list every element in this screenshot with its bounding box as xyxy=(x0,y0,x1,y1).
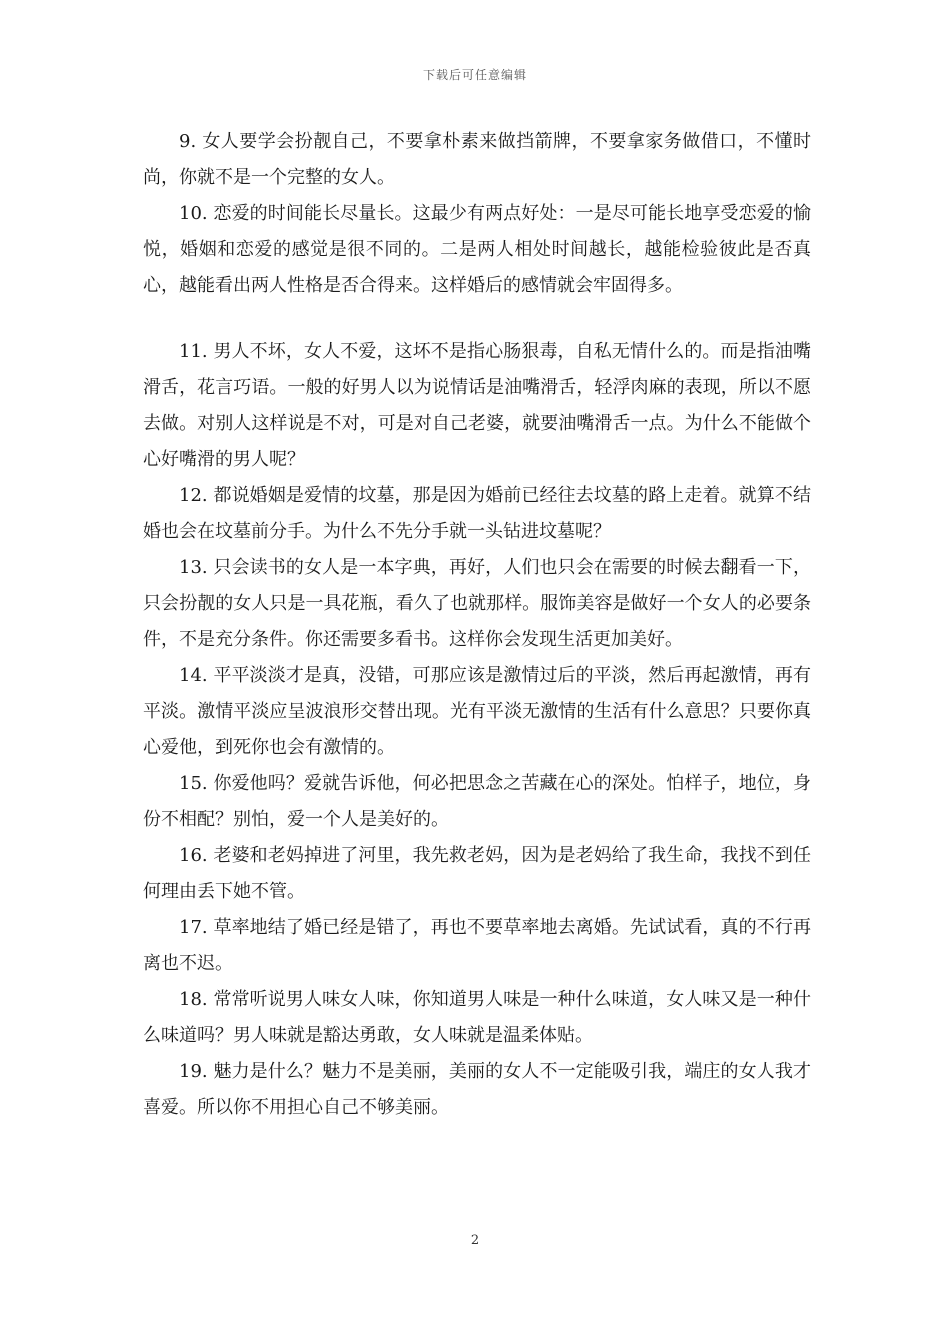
paragraph-item-12: 12. 都说婚姻是爱情的坟墓，那是因为婚前已经往去坟墓的路上走着。就算不结婚也会在坟墓前分手。为什么不先分手就一头钻进坟墓呢？ xyxy=(143,485,811,542)
paragraph-item-17: 17. 草率地结了婚已经是错了，再也不要草率地去离婚。先试试看，真的不行再离也不迟。 xyxy=(143,917,811,974)
paragraph-item-19: 19. 魅力是什么？魅力不是美丽，美丽的女人不一定能吸引我，端庄的女人我才喜爱。所以你不用担心自己不够美丽。 xyxy=(143,1061,811,1118)
page-header: 下载后可任意编辑 xyxy=(422,68,527,82)
paragraph-item-10: 10. 恋爱的时间能长尽量长。这最少有两点好处：一是尽可能长地享受恋爱的愉悦，婚姻和恋爱的感觉是很不同的。二是两人相处时间越长，越能检验彼此是否真心，越能看出两人性格是否合得来。这样婚后的感情就会牢固得多。 xyxy=(143,203,811,296)
paragraph-item-15: 15. 你爱他吗？爱就告诉他，何必把思念之苦藏在心的深处。怕样子，地位，身份不相配？别怕，爱一个人是美好的。 xyxy=(143,773,811,830)
paragraph-item-9: 9. 女人要学会扮靓自己，不要拿朴素来做挡箭牌，不要拿家务做借口，不懂时尚，你就不是一个完整的女人。 xyxy=(143,131,811,188)
paragraph-item-11: 11. 男人不坏，女人不爱，这坏不是指心肠狠毒，自私无情什么的。而是指油嘴滑舌，花言巧语。一般的好男人以为说情话是油嘴滑舌，轻浮肉麻的表现，所以不愿去做。对别人这样说是不对，可是对自己老婆，就要油嘴滑舌一点。为什么不能做个心好嘴滑的男人呢？ xyxy=(143,341,811,470)
page-number: 2 xyxy=(470,1233,480,1248)
document-body xyxy=(143,124,811,1126)
paragraph-item-14: 14. 平平淡淡才是真，没错，可那应该是激情过后的平淡，然后再起激情，再有平淡。激情平淡应呈波浪形交替出现。光有平淡无激情的生活有什么意思？只要你真心爱他，到死你也会有激情的。 xyxy=(143,665,811,758)
paragraph-item-18: 18. 常常听说男人味女人味，你知道男人味是一种什么味道，女人味又是一种什么味道吗？男人味就是豁达勇敢，女人味就是温柔体贴。 xyxy=(143,989,811,1046)
paragraph-item-13: 13. 只会读书的女人是一本字典，再好，人们也只会在需要的时候去翻看一下，只会扮靓的女人只是一具花瓶，看久了也就那样。服饰美容是做好一个女人的必要条件，不是充分条件。你还需要多看书。这样你会发现生活更加美好。 xyxy=(143,557,811,650)
paragraph-item-16: 16. 老婆和老妈掉进了河里，我先救老妈，因为是老妈给了我生命，我找不到任何理由丢下她不管。 xyxy=(143,845,811,902)
